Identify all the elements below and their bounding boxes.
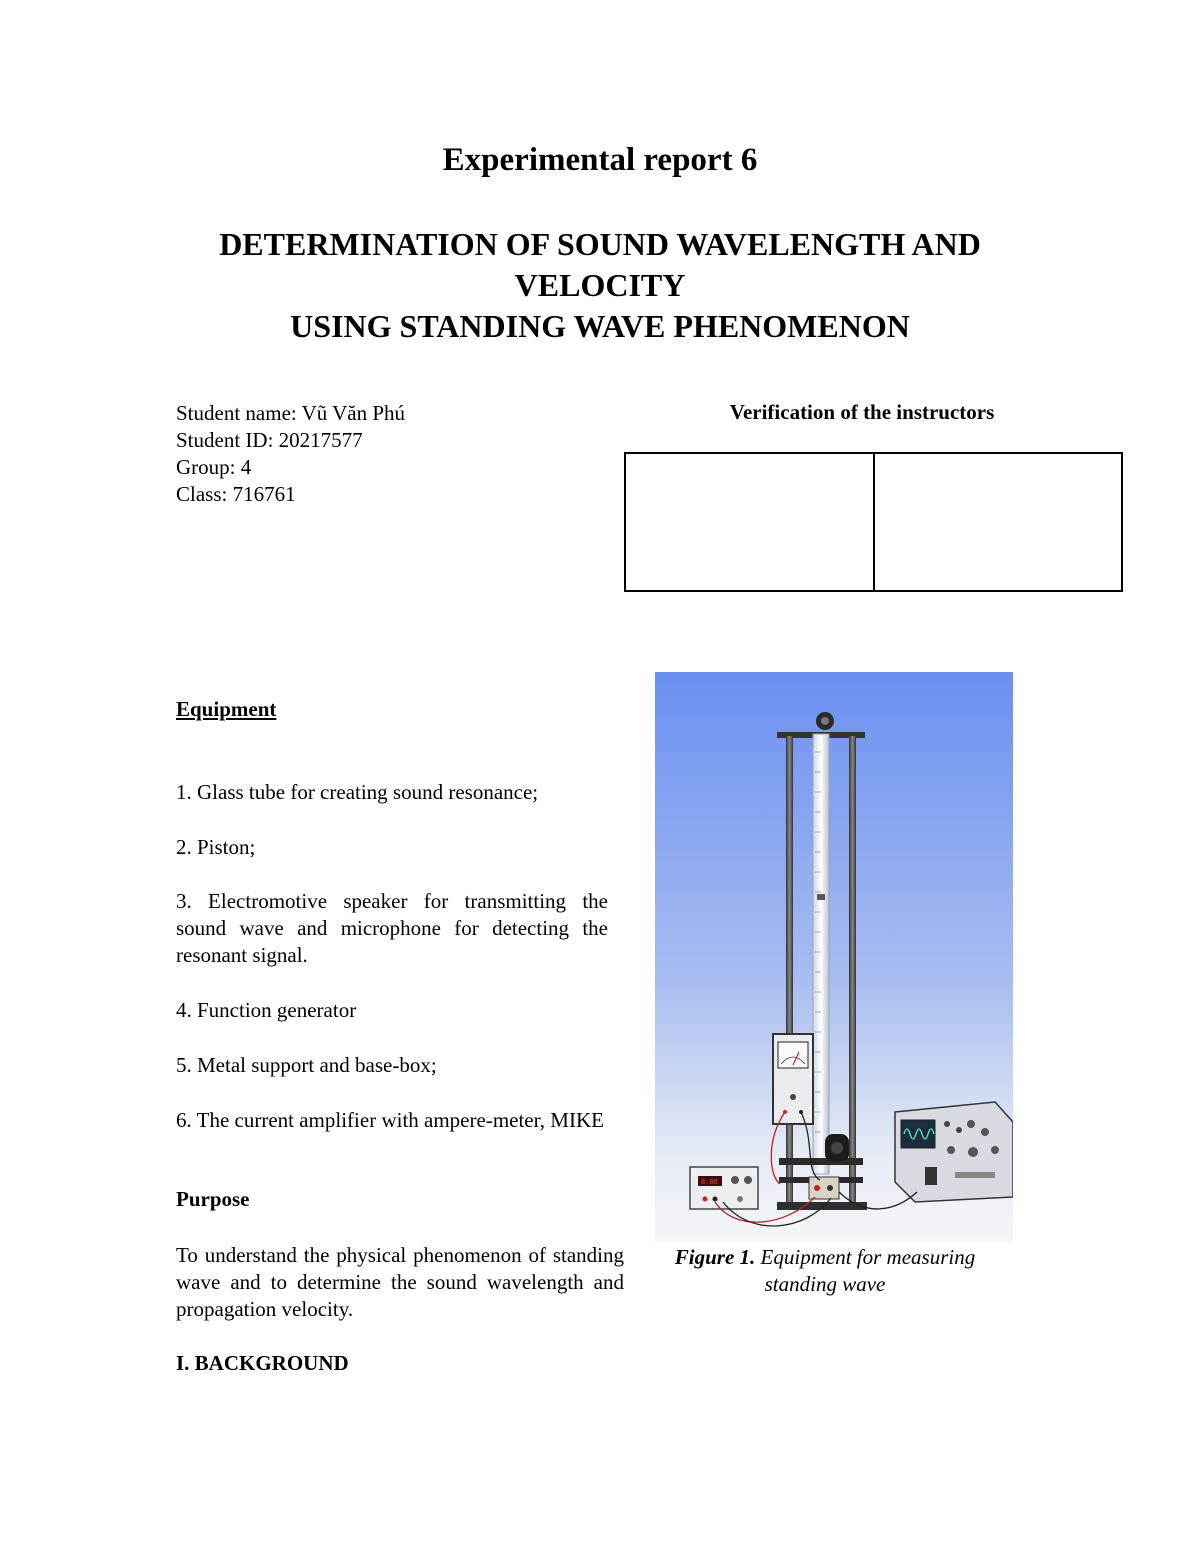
verification-cell-left (626, 454, 873, 590)
verification-cell-right (873, 454, 1122, 590)
student-class: Class: 716761 (176, 482, 296, 506)
verification-table (624, 452, 1123, 592)
figure-label: Figure 1. (674, 1245, 756, 1269)
ampere-meter (773, 1034, 813, 1124)
student-group: Group: 4 (176, 455, 252, 479)
main-title-line-1: DETERMINATION OF SOUND WAVELENGTH AND (219, 226, 981, 262)
main-title (140, 224, 1060, 347)
equipment-item-5: 5. Metal support and base-box; (176, 1053, 437, 1077)
background-heading: I. BACKGROUND (176, 1351, 349, 1375)
equipment-item-2: 2. Piston; (176, 835, 256, 859)
equipment-illustration (655, 672, 1013, 1242)
main-title-line-2: VELOCITY (514, 267, 686, 303)
equipment-item-1: 1. Glass tube for creating sound resonance; (176, 780, 539, 804)
microphone-box (809, 1177, 839, 1199)
equipment-heading: Equipment (176, 697, 277, 721)
report-title: Experimental report 6 (442, 142, 758, 178)
student-name: Student name: Vũ Văn Phú (176, 401, 406, 425)
figure-caption (640, 1244, 1010, 1298)
student-id: Student ID: 20217577 (176, 428, 363, 452)
right-support-rod (849, 736, 856, 1206)
figure-caption-text: Equipment for measuring standing wave (760, 1245, 976, 1296)
main-title-line-3: USING STANDING WAVE PHENOMENON (290, 308, 910, 344)
glass-resonance-tube (813, 734, 829, 1174)
svg-text:8.88: 8.88 (701, 1178, 718, 1186)
equipment-item-3: 3. Electromotive speaker for transmitting the sound wave and microphone for detecting the resonant signal. (176, 889, 608, 967)
purpose-heading: Purpose (176, 1187, 250, 1211)
left-support-rod (786, 736, 793, 1206)
verification-label: Verification of the instructors (729, 400, 995, 424)
oscilloscope (895, 1102, 1013, 1202)
purpose-text: To understand the physical phenomenon of standing wave and to determine the sound wavelength and propagation velocity. (176, 1243, 624, 1321)
equipment-figure (655, 672, 1013, 1242)
equipment-item-4: 4. Function generator (176, 998, 357, 1022)
equipment-item-6: 6. The current amplifier with ampere-meter, MIKE (176, 1108, 604, 1132)
